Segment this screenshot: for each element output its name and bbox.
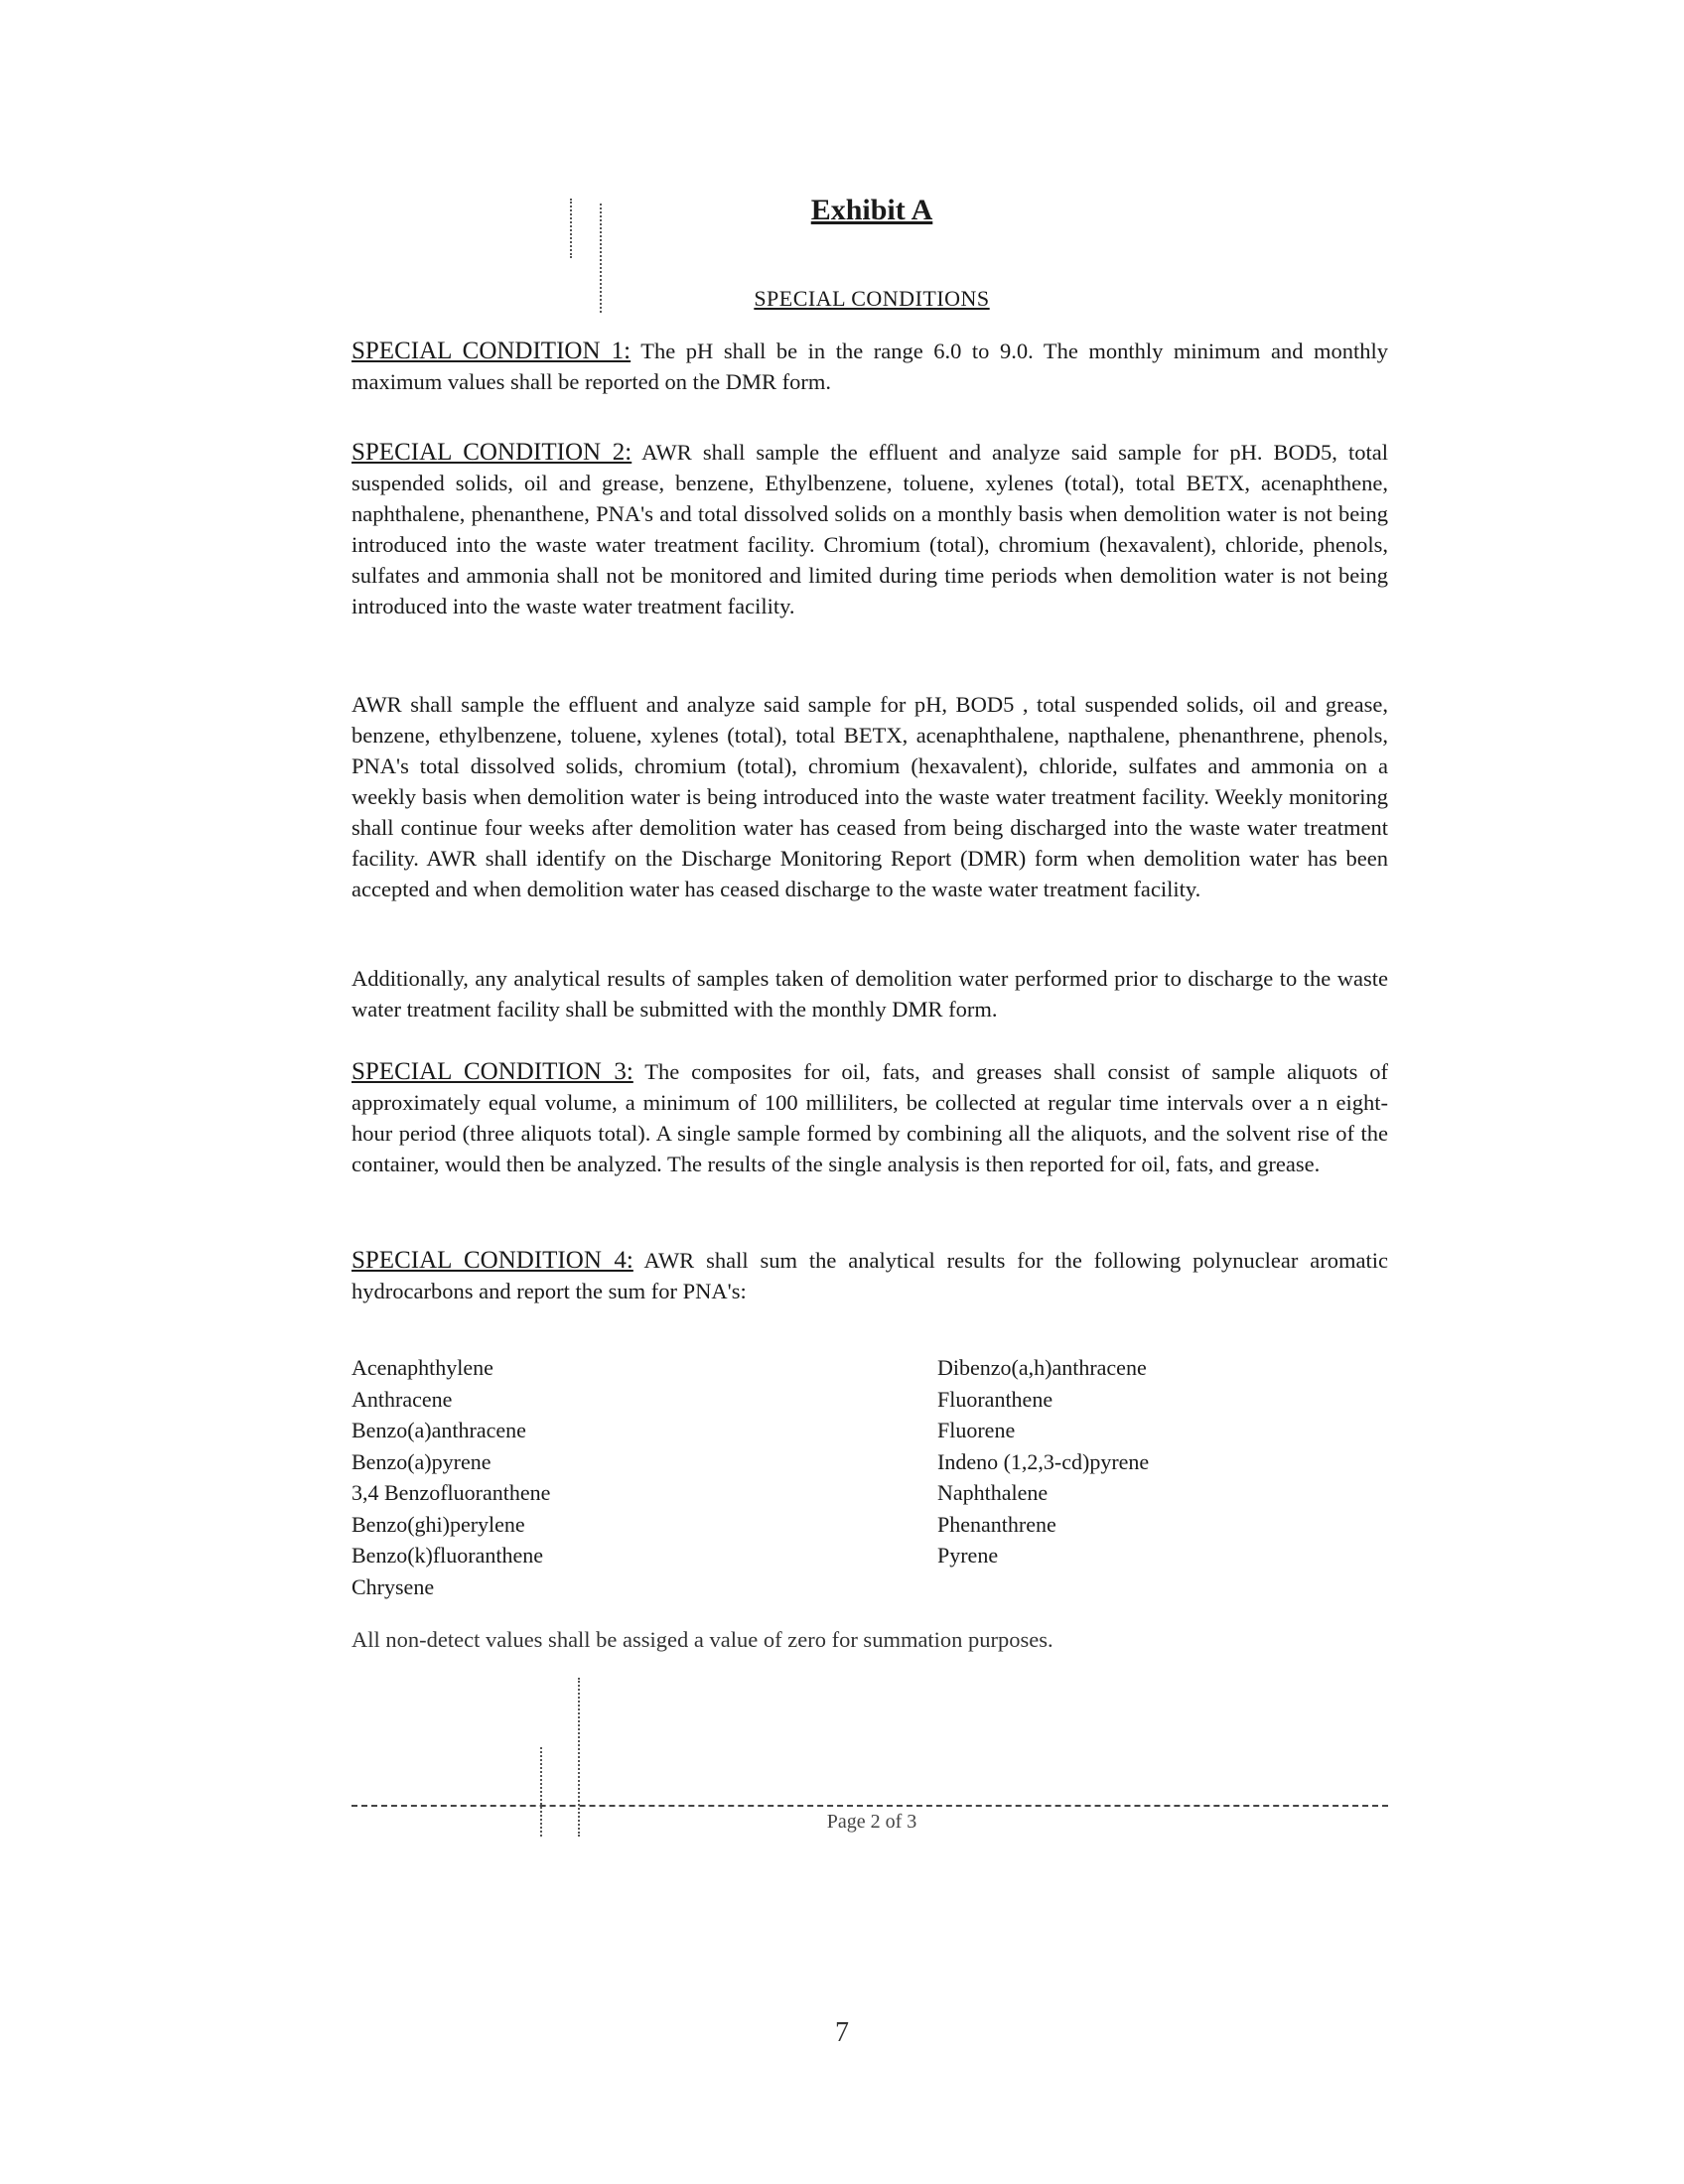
- additional-results-paragraph: Additionally, any analytical results of samples taken of demolition water performed prior to discharge to the waste water treatment facility shall be submitted with the monthly DMR form.: [351, 966, 1388, 1022]
- list-item: Benzo(k)fluoranthene: [351, 1543, 544, 1568]
- scan-artifact: [600, 204, 602, 313]
- condition-4-heading: SPECIAL CONDITION 4:: [351, 1247, 633, 1274]
- scan-artifact: [578, 1678, 580, 1837]
- list-item: Benzo(a)pyrene: [351, 1448, 491, 1474]
- weekly-sampling-paragraph: AWR shall sample the effluent and analyze said sample for pH, BOD5 , total suspended solids, oil and grease, benzene, ethylbenzene, toluene, xylenes (total), total BETX, acenaphthalene, napthalene, phenanthrene, phenols, PNA's total dissolved solids, chromium (total), chromium (hexavalent), chloride, sulfates and ammonia on a weekly basis when demolition water is being introduced into the waste water treatment facility. Weekly monitoring shall continue four weeks after demolition water has ceased from being discharged into the waste water treatment facility. AWR shall identify on the Discharge Monitoring Report (DMR) form when demolition water has been accepted and when demolition water has ceased discharge to the waste water treatment facility.: [351, 692, 1388, 901]
- list-item: Naphthalene: [937, 1480, 1049, 1505]
- scan-artifact: [540, 1747, 542, 1837]
- list-item: Indeno (1,2,3-cd)pyrene: [937, 1448, 1150, 1474]
- condition-2-text: AWR shall sample the effluent and analyze said sample for pH. BOD5, total suspended solids, oil and grease, benzene, Ethylbenzene, toluene, xylenes (total), total BETX, acenaphthene, naphthalene, phenanthene, PNA's and total dissolved solids on a monthly basis when demolition water is not being introduced into the waste water treatment facility. Chromium (total), chromium (hexavalent), chloride, phenols, sulfates and ammonia shall not be monitored and limited during time periods when demolition water is not being introduced into the waste water treatment facility.: [351, 440, 1388, 618]
- page-number: 7: [835, 2017, 849, 2048]
- compound-list-right: [937, 1352, 1149, 1571]
- exhibit-title: Exhibit A: [810, 194, 933, 226]
- condition-1-text: The pH shall be in the range 6.0 to 9.0. The monthly minimum and monthly maximum values shall be reported on the DMR form.: [351, 339, 1388, 394]
- list-item: Chrysene: [351, 1573, 435, 1599]
- special-condition-2: [351, 437, 1388, 621]
- condition-2-heading: SPECIAL CONDITION 2:: [351, 439, 632, 466]
- condition-3-text: The composites for oil, fats, and greases shall consist of sample aliquots of approximately equal volume, a minimum of 100 milliliters, be collected at regular time intervals over a n eight-hour period (three aliquots total). A single sample formed by combining all the aliquots, and the solvent rise of the container, would then be analyzed. The results of the single analysis is then reported for oil, fats, and grease.: [351, 1059, 1388, 1176]
- list-item: Benzo(ghi)perylene: [351, 1511, 525, 1537]
- special-condition-3: [351, 1056, 1388, 1179]
- list-item: Dibenzo(a,h)anthracene: [937, 1355, 1147, 1380]
- list-item: Phenanthrene: [937, 1511, 1056, 1537]
- compound-list-left: [351, 1352, 550, 1602]
- list-item: Benzo(a)anthracene: [351, 1418, 526, 1442]
- page-of-label: Page 2 of 3: [826, 1811, 917, 1833]
- list-item: Anthracene: [351, 1386, 453, 1412]
- list-item: Acenaphthylene: [351, 1355, 493, 1380]
- non-detect-footnote: All non-detect values shall be assiged a value of zero for summation purposes.: [351, 1627, 1053, 1652]
- special-condition-4: [351, 1245, 1388, 1306]
- list-item: Pyrene: [937, 1543, 999, 1568]
- condition-1-heading: SPECIAL CONDITION 1:: [351, 338, 632, 364]
- special-condition-1: [351, 336, 1388, 397]
- condition-3-heading: SPECIAL CONDITION 3:: [351, 1058, 633, 1085]
- list-item: 3,4 Benzofluoranthene: [351, 1480, 551, 1505]
- list-item: Fluoranthene: [937, 1386, 1053, 1412]
- special-conditions-heading: SPECIAL CONDITIONS: [754, 286, 990, 311]
- footer-divider: [351, 1805, 1388, 1807]
- list-item: Fluorene: [937, 1418, 1016, 1442]
- scan-artifact: [570, 199, 572, 258]
- condition-4-text: AWR shall sum the analytical results for the following polynuclear aromatic hydrocarbons and report the sum for PNA's:: [351, 1248, 1388, 1303]
